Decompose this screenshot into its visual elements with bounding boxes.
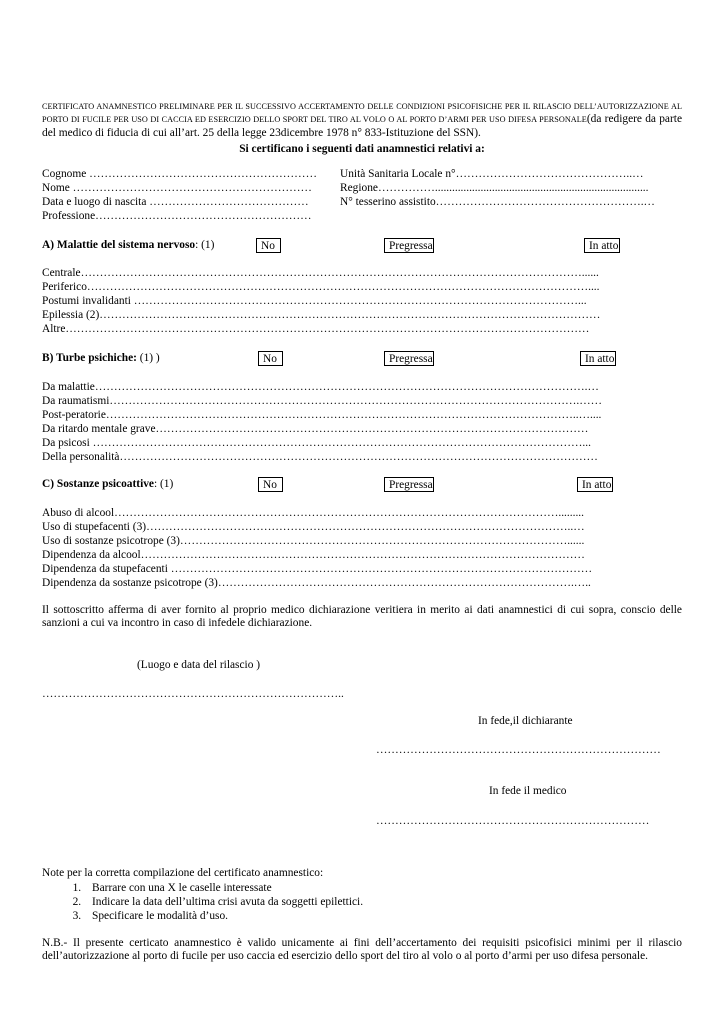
nb-text: N.B.- Il presente certicato anamnestico è valido unicamente ai fini dell’accertamento dei requisiti psicofisici minimi per il rilascio dell’autorizzazione al porto di fucile per uso caccia ed esercizio dello sport del tiro al volo o al porto d’armi per uso difesa personale. — [42, 937, 682, 963]
personal-left-fields — [42, 168, 332, 224]
medico-label: In fede il medico — [489, 785, 567, 797]
place-date-label: (Luogo e data del rilascio ) — [137, 659, 261, 671]
list-item[interactable]: Periferico…………………………………………………………………………………………………………………….... — [42, 281, 600, 293]
section-b-list — [42, 381, 680, 465]
notes-list — [42, 882, 684, 924]
section-c-heading: C) Sostanze psicoattive — [42, 478, 154, 490]
note-item: 1. Barrare con una X le caselle interessate — [84, 882, 684, 896]
place-date-line[interactable]: …………………………………………………………………….. — [42, 688, 344, 700]
section-c-pregressa-checkbox[interactable]: Pregressa — [384, 477, 434, 492]
list-item[interactable]: Da psicosi …………………………………………………………………………………………………………………... — [42, 437, 591, 449]
section-c-note: : (1) — [154, 478, 174, 490]
list-item[interactable]: Da ritardo mentale grave…………………………………………………………………………………………………… — [42, 423, 589, 435]
section-b-note: (1) ) — [136, 352, 160, 364]
medico-signature-line[interactable]: ……………………………………………………………… — [376, 815, 650, 827]
usl-field[interactable]: Unità Sanitaria Locale n°………………………………………..… — [340, 168, 644, 180]
section-b-heading: B) Turbe psichiche: — [42, 352, 137, 364]
birth-field[interactable]: Data e luogo di nascita …………………………………… — [42, 196, 309, 208]
section-a-heading: A) Malattie del sistema nervoso — [42, 239, 196, 251]
section-a-title — [42, 239, 214, 252]
professione-field[interactable]: Professione………………………………………………… — [42, 210, 312, 222]
personal-right-fields — [340, 168, 680, 210]
list-item[interactable]: Centrale……………………………………………………………………………………………………………………...... — [42, 267, 599, 279]
list-item[interactable]: Epilessia (2)…………………………………………………………………………………………………………………… — [42, 309, 601, 321]
section-b-title — [42, 352, 160, 365]
tesserino-field[interactable]: N° tesserino assistito……………………………………………….… — [340, 196, 655, 208]
list-item[interactable]: Da malattie………………………………………………………………………………………………………………….… — [42, 381, 599, 393]
list-item[interactable]: Uso di stupefacenti (3)…………………………………………………………………………………………………..… — [42, 521, 585, 533]
list-item[interactable]: Dipendenza da sostanze psicotrope (3)………………………………………………………………………………….….. — [42, 577, 591, 589]
section-a-list — [42, 267, 680, 337]
declaration-text: Il sottoscritto afferma di aver fornito al proprio medico dichiarazione veritiera in merito ai dati anamnestici di cui sopra, conscio delle sanzioni a cui va incontro in caso di infedele dichiarazione. — [42, 604, 682, 630]
section-b-no-checkbox[interactable]: No — [258, 351, 283, 366]
list-item[interactable]: Postumi invalidanti ………………………………………………………………………………………………………... — [42, 295, 587, 307]
intro-normal-text: (da redigere da parte del medico di fiducia di cui all’art. 25 della legge 23dicembre 1978 n° 833-Istituzione del SSN). — [42, 113, 682, 139]
section-heading: Si certificano i seguenti dati anamnestici relativi a: — [239, 143, 485, 155]
list-item[interactable]: Post-peratorie……………………………………………………………………………………………………………..….... — [42, 409, 602, 421]
list-item[interactable]: Dipendenza da alcool……………………………………………………………………………………………………… — [42, 549, 585, 561]
section-a-pregressa-checkbox[interactable]: Pregressa — [384, 238, 434, 253]
list-item[interactable]: Abuso di alcool………………………………………………………………………………………………………......... — [42, 507, 584, 519]
section-a-in-atto-checkbox[interactable]: In atto — [584, 238, 620, 253]
list-item[interactable]: Uso di sostanze psicotrope (3)…………………………………………………………………………………………...... — [42, 535, 585, 547]
dichiarante-signature-line[interactable]: ………………………………………………………………… — [376, 744, 661, 756]
notes-title: Note per la corretta compilazione del certificato anamnestico: — [42, 867, 324, 879]
section-a-note: : (1) — [195, 239, 215, 251]
section-a-no-checkbox[interactable]: No — [256, 238, 281, 253]
section-c-list — [42, 507, 680, 591]
section-c-no-checkbox[interactable]: No — [258, 477, 283, 492]
intro-caps-text: CERTIFICATO ANAMNESTICO PRELIMINARE PER IL SUCCESSIVO ACCERTAMENTO DELLE CONDIZIONI PSICOFISICHE PER IL RILASCIO DELL’AUTORIZZAZIONE AL PORTO DI FUCILE PER USO DI CACCIA ED ESERCIZIO DELLO SPORT DEL TIRO AL VOLO O AL PORTO D’ARMI PER USO DIFESA PERSONALE — [42, 102, 682, 125]
section-b-in-atto-checkbox[interactable]: In atto — [580, 351, 616, 366]
list-item[interactable]: Da raumatismi…………………………………………………………………………………………………………….…… — [42, 395, 603, 407]
note-item: 2. Indicare la data dell’ultima crisi avuta da soggetti epilettici. — [84, 896, 684, 910]
section-b-pregressa-checkbox[interactable]: Pregressa — [384, 351, 434, 366]
dichiarante-label: In fede,il dichiarante — [478, 715, 573, 727]
section-c-in-atto-checkbox[interactable]: In atto — [577, 477, 613, 492]
document-intro — [42, 100, 682, 140]
cognome-field[interactable]: Cognome …………………………………………………… — [42, 168, 317, 180]
list-item[interactable]: Dipendenza da stupefacenti ………………………………………………………………………………………………… — [42, 563, 593, 575]
list-item[interactable]: Della personalità……………………………………………………………………………………………………………… — [42, 451, 598, 463]
section-c-title — [42, 478, 173, 491]
nome-field[interactable]: Nome ……………………………………………………… — [42, 182, 312, 194]
regione-field[interactable]: Regione……………........................................................................... — [340, 182, 649, 194]
note-item: 3. Specificare le modalità d’uso. — [84, 910, 684, 924]
list-item[interactable]: Altre………………………………………………………………………………………………………………………… — [42, 323, 590, 335]
